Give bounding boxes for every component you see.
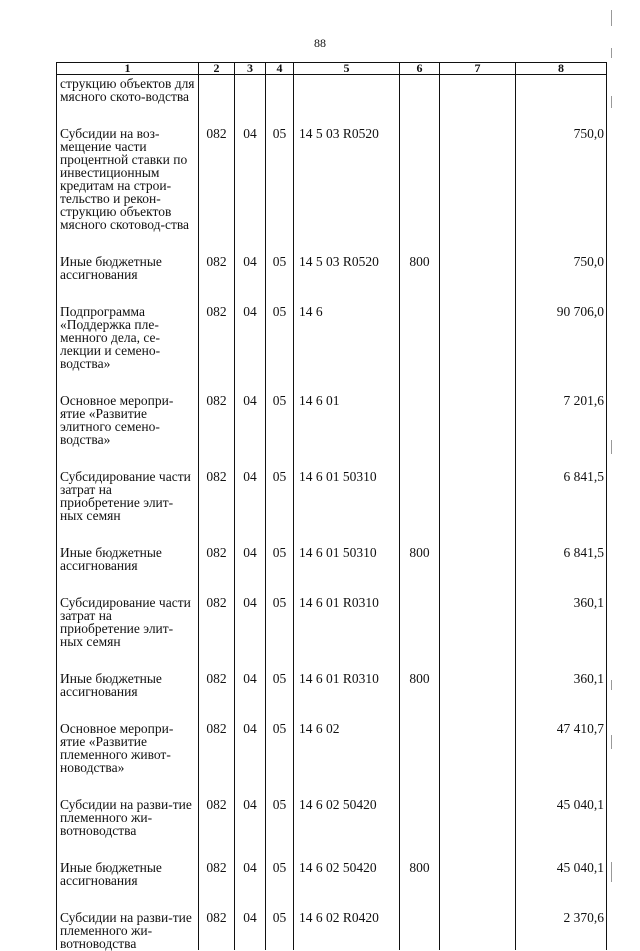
row-sum-cell: 90 706,0 <box>516 305 607 394</box>
row-rz-cell: 04 <box>235 911 266 950</box>
row-name-cell: Основное меропри-ятие «Развитие элитного семено-водства» <box>57 394 199 470</box>
column-header: 3 <box>235 63 266 75</box>
row-csr-cell: 14 6 <box>294 305 400 394</box>
table-row <box>57 255 607 305</box>
table-row <box>57 911 607 950</box>
row-gr-cell: 082 <box>199 722 235 798</box>
row-sum-cell <box>516 75 607 128</box>
row-vr-cell <box>400 127 440 255</box>
row-vr-cell <box>400 911 440 950</box>
row-vr-cell <box>400 470 440 546</box>
column-header: 4 <box>266 63 294 75</box>
row-rz-cell <box>235 75 266 128</box>
row-name-cell: Основное меропри-ятие «Развитие племенного живот-новодства» <box>57 722 199 798</box>
row-rz-cell: 04 <box>235 127 266 255</box>
row-gr-cell: 082 <box>199 861 235 911</box>
row-rz-cell: 04 <box>235 861 266 911</box>
row-col7-cell <box>440 672 516 722</box>
column-header: 2 <box>199 63 235 75</box>
row-rz-cell: 04 <box>235 470 266 546</box>
row-vr-cell: 800 <box>400 546 440 596</box>
budget-table <box>56 62 607 950</box>
table-row <box>57 394 607 470</box>
row-col7-cell <box>440 798 516 861</box>
row-sum-cell: 6 841,5 <box>516 546 607 596</box>
row-vr-cell <box>400 394 440 470</box>
row-rz-cell: 04 <box>235 305 266 394</box>
row-col7-cell <box>440 394 516 470</box>
row-sum-cell: 7 201,6 <box>516 394 607 470</box>
row-csr-cell: 14 6 01 R0310 <box>294 596 400 672</box>
row-name-cell: Иные бюджетные ассигнования <box>57 255 199 305</box>
row-name-cell: Иные бюджетные ассигнования <box>57 861 199 911</box>
table-row <box>57 127 607 255</box>
row-rz-cell: 04 <box>235 255 266 305</box>
row-vr-cell <box>400 75 440 128</box>
table-row <box>57 546 607 596</box>
page-number: 88 <box>314 36 326 50</box>
row-pr-cell: 05 <box>266 798 294 861</box>
table-row <box>57 798 607 861</box>
table-row <box>57 861 607 911</box>
row-gr-cell: 082 <box>199 255 235 305</box>
row-sum-cell: 47 410,7 <box>516 722 607 798</box>
row-sum-cell: 360,1 <box>516 596 607 672</box>
row-col7-cell <box>440 255 516 305</box>
row-pr-cell: 05 <box>266 394 294 470</box>
table-row <box>57 722 607 798</box>
row-pr-cell: 05 <box>266 911 294 950</box>
row-csr-cell: 14 6 01 <box>294 394 400 470</box>
row-csr-cell: 14 5 03 R0520 <box>294 255 400 305</box>
row-csr-cell: 14 6 02 50420 <box>294 861 400 911</box>
row-gr-cell: 082 <box>199 596 235 672</box>
row-sum-cell: 45 040,1 <box>516 798 607 861</box>
row-sum-cell: 2 370,6 <box>516 911 607 950</box>
row-sum-cell: 750,0 <box>516 255 607 305</box>
table-row <box>57 470 607 546</box>
row-pr-cell: 05 <box>266 470 294 546</box>
table-row <box>57 75 607 128</box>
row-pr-cell <box>266 75 294 128</box>
row-sum-cell: 6 841,5 <box>516 470 607 546</box>
row-pr-cell: 05 <box>266 722 294 798</box>
row-rz-cell: 04 <box>235 596 266 672</box>
row-pr-cell: 05 <box>266 861 294 911</box>
row-gr-cell: 082 <box>199 546 235 596</box>
row-name-cell: Субсидии на разви-тие племенного жи-вотноводства <box>57 911 199 950</box>
row-csr-cell <box>294 75 400 128</box>
row-col7-cell <box>440 861 516 911</box>
table-body <box>57 75 607 951</box>
row-csr-cell: 14 6 02 50420 <box>294 798 400 861</box>
row-rz-cell: 04 <box>235 546 266 596</box>
row-pr-cell: 05 <box>266 672 294 722</box>
row-vr-cell <box>400 798 440 861</box>
table-row <box>57 596 607 672</box>
row-gr-cell <box>199 75 235 128</box>
row-name-cell: Подпрограмма «Поддержка пле-менного дела, се-лекции и семено-водства» <box>57 305 199 394</box>
column-header: 8 <box>516 63 607 75</box>
row-vr-cell <box>400 722 440 798</box>
row-name-cell: Иные бюджетные ассигнования <box>57 546 199 596</box>
row-pr-cell: 05 <box>266 127 294 255</box>
row-col7-cell <box>440 546 516 596</box>
row-gr-cell: 082 <box>199 798 235 861</box>
row-col7-cell <box>440 911 516 950</box>
row-csr-cell: 14 6 01 R0310 <box>294 672 400 722</box>
row-csr-cell: 14 6 01 50310 <box>294 470 400 546</box>
row-sum-cell: 360,1 <box>516 672 607 722</box>
row-rz-cell: 04 <box>235 722 266 798</box>
row-col7-cell <box>440 75 516 128</box>
row-name-cell: Субсидии на воз-мещение части процентной ставки по инвестиционным кредитам на строи-тельство и рекон-струкцию объектов мясного скотовод-ства <box>57 127 199 255</box>
row-vr-cell: 800 <box>400 861 440 911</box>
row-csr-cell: 14 5 03 R0520 <box>294 127 400 255</box>
row-gr-cell: 082 <box>199 305 235 394</box>
row-vr-cell <box>400 305 440 394</box>
row-rz-cell: 04 <box>235 672 266 722</box>
row-gr-cell: 082 <box>199 127 235 255</box>
row-name-cell: струкцию объектов для мясного ското-водства <box>57 75 199 128</box>
row-gr-cell: 082 <box>199 911 235 950</box>
row-col7-cell <box>440 722 516 798</box>
table-row <box>57 305 607 394</box>
row-rz-cell: 04 <box>235 394 266 470</box>
table-header-row <box>57 63 607 75</box>
row-name-cell: Субсидирование части затрат на приобретение элит-ных семян <box>57 470 199 546</box>
column-header: 6 <box>400 63 440 75</box>
row-gr-cell: 082 <box>199 470 235 546</box>
row-csr-cell: 14 6 02 R0420 <box>294 911 400 950</box>
column-header: 5 <box>294 63 400 75</box>
row-rz-cell: 04 <box>235 798 266 861</box>
column-header: 7 <box>440 63 516 75</box>
row-vr-cell: 800 <box>400 672 440 722</box>
row-col7-cell <box>440 127 516 255</box>
row-name-cell: Субсидии на разви-тие племенного жи-вотноводства <box>57 798 199 861</box>
row-name-cell: Иные бюджетные ассигнования <box>57 672 199 722</box>
row-pr-cell: 05 <box>266 255 294 305</box>
row-name-cell: Субсидирование части затрат на приобретение элит-ных семян <box>57 596 199 672</box>
row-gr-cell: 082 <box>199 672 235 722</box>
column-header: 1 <box>57 63 199 75</box>
row-col7-cell <box>440 470 516 546</box>
row-gr-cell: 082 <box>199 394 235 470</box>
row-col7-cell <box>440 596 516 672</box>
row-pr-cell: 05 <box>266 305 294 394</box>
row-sum-cell: 750,0 <box>516 127 607 255</box>
row-sum-cell: 45 040,1 <box>516 861 607 911</box>
table-row <box>57 672 607 722</box>
scan-margin-marks <box>611 0 612 905</box>
row-pr-cell: 05 <box>266 546 294 596</box>
row-vr-cell <box>400 596 440 672</box>
row-vr-cell: 800 <box>400 255 440 305</box>
row-col7-cell <box>440 305 516 394</box>
row-csr-cell: 14 6 01 50310 <box>294 546 400 596</box>
row-pr-cell: 05 <box>266 596 294 672</box>
row-csr-cell: 14 6 02 <box>294 722 400 798</box>
